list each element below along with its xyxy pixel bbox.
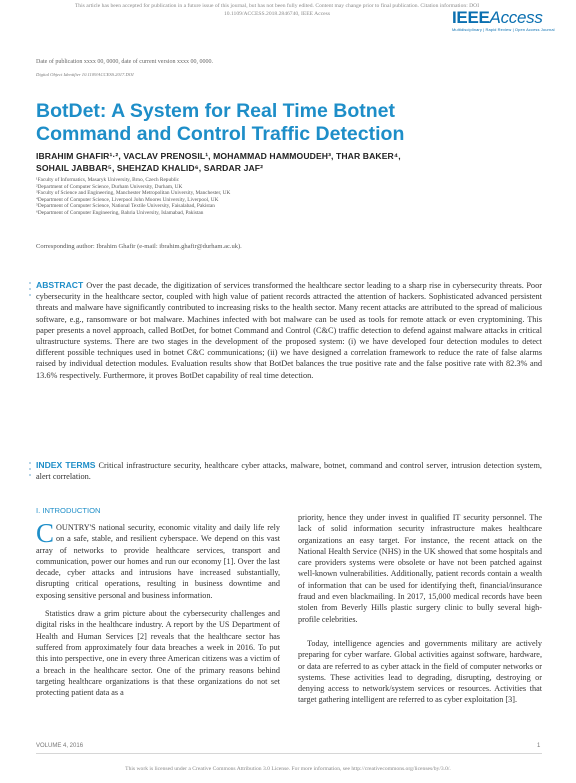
affiliations	[36, 177, 516, 217]
intro-paragraph-1-text: national security, economic vitality and daily life rely on a safe, stable, and resilient cyberspace. We depend on this vast array of networks to provide healthcare services, transport and communication, power our homes and run our economy [1]. Over the last decade, cyber attacks and intrusions have increased substantially, disrupting critical operations, resulting in business downtime and exposing sensitive personal and business information.	[36, 523, 280, 600]
intro-paragraph-2: Statistics draw a grim picture about the cybersecurity challenges and digital risks in the healthcare industry. A report by the US Department of Health and Human Services [2] reveals that the healthcare sector has suffered from approximately four data breaches a week in 2016. To put this into perspective, one in every three American citizens was a victim of a breach in the healthcare sector. One of the primary reasons behind targeting healthcare organizations is that these organizations do not set protecting patient data as a	[36, 609, 280, 698]
paper-title	[36, 100, 546, 146]
doi-line: Digital Object Identifier 10.1109/ACCESS.2017.DOI	[36, 72, 134, 77]
affiliation: ³Faculty of Science and Engineering, Manchester Metropolitan University, Manchester, UK	[36, 190, 231, 197]
footer-divider	[36, 753, 542, 754]
left-column	[36, 518, 280, 698]
license-notice: This work is licensed under a Creative Commons Attribution 3.0 License. For more information, see http://creativecommons.org/licenses/by/3.0/.	[125, 766, 451, 772]
affiliation: ⁶Department of Computer Engineering, Bahria University, Islamabad, Pakistan	[36, 209, 204, 216]
drop-cap: C	[36, 518, 55, 548]
authors-line-2: SOHAIL JABBAR⁵, SHEHZAD KHALID⁶, SARDAR JAF²	[36, 163, 264, 173]
affiliation: ²Department of Computer Science, Durham University, Durham, UK	[36, 183, 183, 190]
abstract-label: ABSTRACT	[36, 280, 84, 290]
index-terms-text: Critical infrastructure security, healthcare cyber attacks, malware, botnet, command and control server, intrusion detection system, alert correlation.	[36, 461, 542, 482]
corresponding-author: Corresponding author: Ibrahim Ghafir (e-mail: ibrahim.ghafir@durham.ac.uk).	[36, 243, 242, 250]
abstract	[36, 280, 542, 381]
logo-brand: IEEE	[452, 8, 490, 27]
index-terms-marker	[29, 462, 34, 480]
ieee-access-logo	[452, 9, 562, 32]
index-terms	[36, 460, 542, 482]
logo-tagline: Multidisciplinary | Rapid Review | Open Access Journal	[452, 27, 555, 32]
title-line-2: Command and Control Traffic Detection	[36, 123, 405, 145]
intro-paragraph-1	[36, 518, 280, 601]
authors-line-1: IBRAHIM GHAFIR¹·², VACLAV PRENOSIL¹, MOHAMMAD HAMMOUDEH³, THAR BAKER⁴,	[36, 151, 401, 161]
right-paragraph-2: Today, intelligence agencies and governments military are actively preparing for cyber warfare. Global activities against software, hardware, or data are referred to as cyber attack in the field of computer networks or systems. These activities lead to degrading, disrupting, destroying or denying access to network/system services or resources. Activities that target gathering intelligent are referred to as cyber exploitation [3].	[298, 638, 542, 705]
banner-line-1: This article has been accepted for publication in a future issue of this journal, but has not been fully edited. Content may change prior to final publication. Citation information: DOI	[74, 3, 480, 9]
index-terms-label: INDEX TERMS	[36, 460, 96, 470]
affiliation: ⁴Department of Computer Science, Liverpool John Moores University, Liverpool, UK	[36, 196, 219, 203]
publication-dates: Date of publication xxxx 00, 0000, date of current version xxxx 00, 0000.	[36, 59, 213, 65]
logo-wordmark	[452, 9, 562, 27]
right-paragraph-1: priority, hence they under invest in qualified IT security personnel. The lack of solid information security infrastructure makes healthcare organizations an easy target. For instance, the recent attack on the National Health Service (NHS) in the UK showed that some hospitals and care providers systems were obsolete or have not been patched against well-known vulnerabilities. Additionally, patient records contain a wealth of information that can be used for identifying theft, financial/insurance fraud and even blackmailing. In 2017, 15,000 medical records have been stolen from Beverly Hills plastic surgery clinic to bully several high-profile celebrities.	[298, 513, 542, 624]
affiliation: ⁵Department of Computer Science, National Textile University, Faisalabad, Pakistan	[36, 203, 215, 210]
page-number: 1	[537, 743, 541, 749]
first-word: OUNTRY'S	[56, 523, 96, 532]
abstract-marker	[29, 282, 34, 300]
title-line-1: BotDet: A System for Real Time Botnet	[36, 100, 395, 122]
banner-line-2: 10.1109/ACCESS.2018.2846740, IEEE Access	[223, 11, 331, 17]
section-heading: I. INTRODUCTION	[36, 506, 101, 515]
author-list	[36, 150, 546, 174]
right-column	[298, 512, 542, 706]
abstract-text: Over the past decade, the digitization of services transformed the healthcare sector leading to a sharp rise in cybersecurity threats. Poor cybersecurity in the healthcare sector, coupled with high value of patient records attracted the attention of hackers. Sophisticated advanced persistent threats and malware have significantly contributed to increasing risks to the health sector. Many recent attacks are attributed to the spread of malicious software, e.g., ransomware or bot malware. Machines infected with bot malware can be used as tools for remote attack or even cryptomining. This paper presents a novel approach, called BotDet, for botnet Command and Control (C&C) traffic detection to defend against malware attacks in critical ultrastructure systems. There are two stages in the development of the proposed system: (i) we have developed four detection modules to detect different possible techniques used in botnet C&C communications; (ii) we have designed a correlation framework to reduce the rate of false alarms raised by individual detection modules. Evaluation results show that BotDet balances the true positive rate and the false positive rate with 82.3% and 13.6% respectively. Furthermore, it proves BotDet capability of real time detection.	[36, 281, 542, 380]
logo-suffix: Access	[489, 8, 543, 27]
affiliation: ¹Faculty of Informatics, Masaryk University, Brno, Czech Republic	[36, 177, 180, 183]
volume-label: VOLUME 4, 2016	[36, 743, 84, 749]
